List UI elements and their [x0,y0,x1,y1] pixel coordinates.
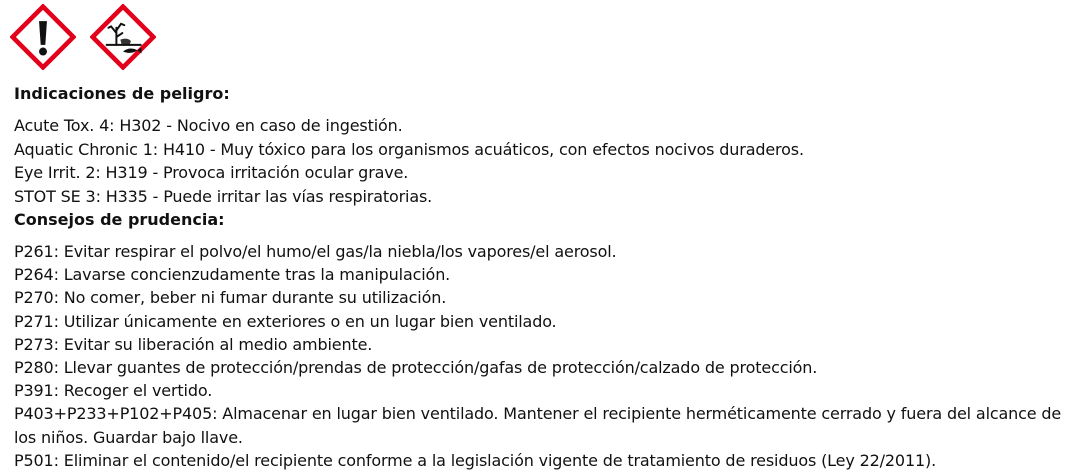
precautionary-statement: P273: Evitar su liberación al medio ambiente. [14,334,373,354]
precautionary-statements-heading: Consejos de prudencia: [14,210,225,229]
precautionary-statements-list [14,240,1070,472]
ghs-pictograms [10,4,156,68]
hazard-statement: Aquatic Chronic 1: H410 - Muy tóxico para los organismos acuáticos, con efectos nocivos duraderos. [14,139,804,159]
precautionary-statement: P391: Recoger el vertido. [14,381,213,401]
precautionary-statement: P403+P233+P102+P405: Almacenar en lugar bien ventilado. Mantener el recipiente herméticamente cerrado y fuera del alcance de los niños. Guardar bajo llave. [14,404,1062,447]
safety-label-text [14,82,1070,472]
exclamation-icon [10,4,76,70]
precautionary-statement: P501: Eliminar el contenido/el recipiente conforme a la legislación vigente de tratamiento de residuos (Ley 22/2011). [14,450,937,470]
hazard-statement: Eye Irrit. 2: H319 - Provoca irritación ocular grave. [14,163,409,182]
hazard-statements-list [14,114,1070,208]
precautionary-statement: P264: Lavarse concienzudamente tras la manipulación. [14,265,451,285]
precautionary-statement: P270: No comer, beber ni fumar durante su utilización. [14,288,447,308]
precautionary-statement: P261: Evitar respirar el polvo/el humo/el gas/la niebla/los vapores/el aerosol. [14,242,617,261]
precautionary-statement: P271: Utilizar únicamente en exteriores o en un lugar bien ventilado. [14,311,557,331]
hazard-statement: STOT SE 3: H335 - Puede irritar las vías respiratorias. [14,186,433,206]
precautionary-statement: P280: Llevar guantes de protección/prendas de protección/gafas de protección/calzado de protección. [14,358,818,378]
dead-tree-fish-icon [90,4,156,70]
hazard-statements-heading: Indicaciones de peligro: [14,84,230,103]
hazard-statement: Acute Tox. 4: H302 - Nocivo en caso de ingestión. [14,116,403,135]
